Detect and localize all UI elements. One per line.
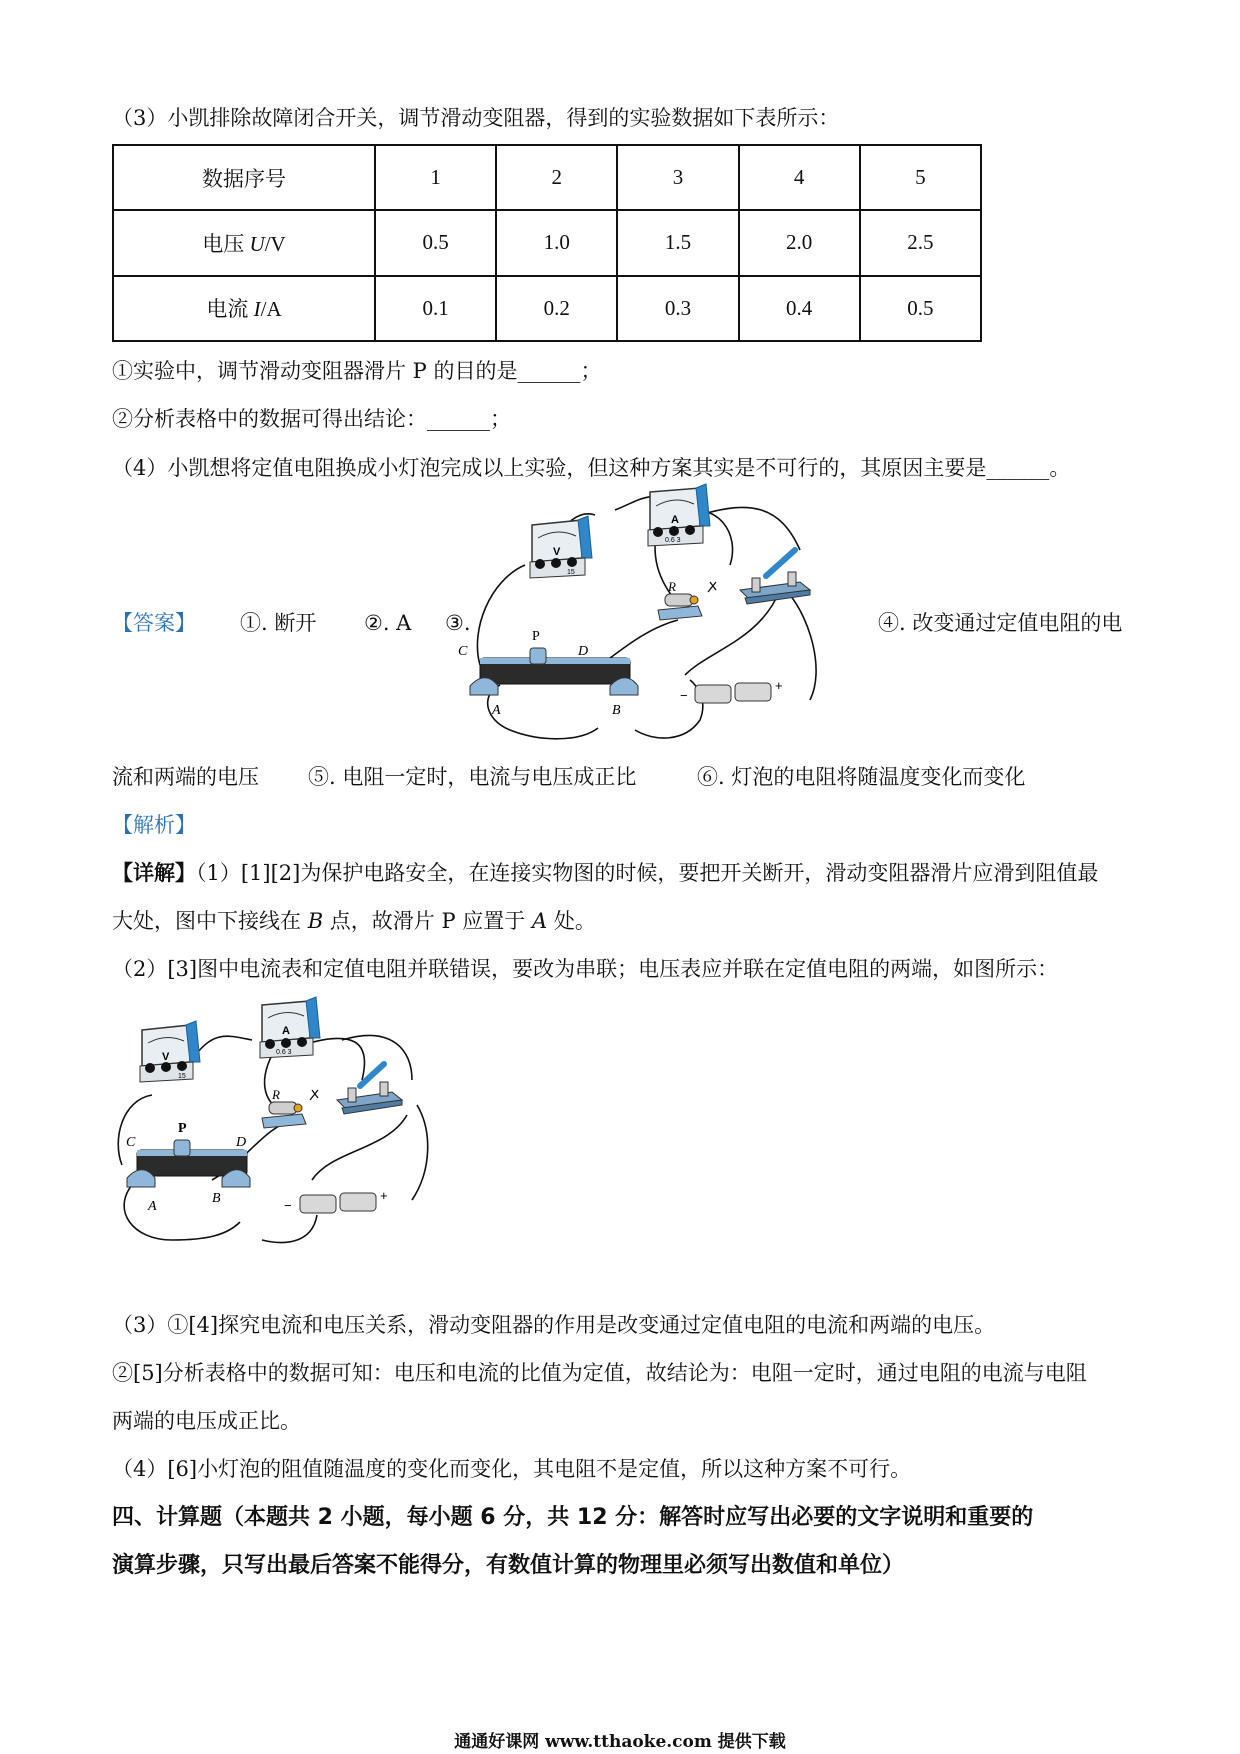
point-a: A (531, 909, 548, 933)
svg-text:D: D (236, 1135, 247, 1150)
answer-3: ③. (445, 611, 471, 635)
svg-text:R: R (668, 579, 676, 594)
svg-text:15: 15 (567, 569, 575, 576)
detail-p1b (112, 907, 596, 935)
answer-5: ⑤. 电阻一定时，电流与电压成正比 (308, 765, 637, 789)
table-cell: 数据序号 (113, 145, 375, 210)
svg-text:C: C (126, 1135, 136, 1150)
svg-text:V: V (553, 546, 561, 558)
q3-part1: ①实验中，调节滑动变阻器滑片 P 的目的是______； (112, 359, 602, 383)
svg-text:D: D (578, 644, 589, 659)
answer-tag: 【答案】 (112, 611, 196, 635)
table-row (113, 210, 981, 275)
q3-part2: ②分析表格中的数据可得出结论：______； (112, 407, 511, 431)
svg-text:B: B (212, 1191, 221, 1206)
detail-p4a: ②[5]分析表格中的数据可知：电压和电流的比值为定值，故结论为：电阻一定时，通过电阻的电流与电阻 (112, 1361, 1087, 1385)
battery-icon (284, 1188, 388, 1213)
q3-intro: （3）小凯排除故障闭合开关，调节滑动变阻器，得到的实验数据如下表所示： (112, 106, 840, 130)
ammeter-icon (260, 997, 320, 1058)
svg-text:A: A (492, 703, 501, 718)
table-cell: 0.4 (739, 276, 860, 341)
detail-tag: 【详解】 (112, 861, 196, 885)
svg-text:P: P (178, 1121, 187, 1136)
svg-text:−: − (680, 688, 688, 703)
svg-text:0.6 3: 0.6 3 (276, 1049, 292, 1056)
table-cell: 2.0 (739, 210, 860, 275)
ammeter-icon (648, 484, 710, 546)
table-cell: 0.3 (617, 276, 738, 341)
detail-p3: （3）①[4]探究电流和电压关系，滑动变阻器的作用是改变通过定值电阻的电流和两端的电压。 (112, 1313, 996, 1337)
section-4-heading-line2: 演算步骤，只写出最后答案不能得分，有数值计算的物理里必须写出数值和单位） (112, 1553, 905, 1578)
page-footer: 通通好课网 www.tthaoke.com 提供下载 (454, 1732, 786, 1752)
svg-text:P: P (532, 629, 540, 644)
table-cell: 4 (739, 145, 860, 210)
resistor-icon (262, 1087, 306, 1128)
detail-p2: （2）[3]图中电流表和定值电阻并联错误，要改为串联；电压表应并联在定值电阻的两端，如图所示： (112, 957, 1059, 981)
text-span: 处。 (547, 909, 596, 933)
unit-suffix: /A (260, 297, 282, 322)
q4-question: （4）小凯想将定值电阻换成小灯泡完成以上实验，但这种方案其实是不可行的，其原因主要是______。 (112, 456, 1071, 480)
answer-4-end: 流和两端的电压 (112, 765, 259, 789)
answer-4-start: ④. 改变通过定值电阻的电 (878, 611, 1123, 635)
detail-p4b: 两端的电压成正比。 (112, 1409, 301, 1433)
svg-text:B: B (612, 703, 621, 718)
table-cell: 0.2 (496, 276, 617, 341)
detail-text: （1）[1][2]为保护电路安全，在连接实物图的时候，要把开关断开，滑动变阻器滑片应滑到阻值最 (196, 861, 1099, 885)
svg-text:A: A (282, 1025, 290, 1037)
table-cell: 0.5 (860, 276, 981, 341)
switch-icon (740, 550, 810, 604)
answer-1: ①. 断开 (240, 611, 317, 635)
table-cell: 5 (860, 145, 981, 210)
table-cell: 0.1 (375, 276, 496, 341)
table-cell (113, 276, 375, 341)
point-b: B (307, 909, 324, 933)
svg-text:A: A (148, 1199, 157, 1214)
rheostat-icon (458, 629, 638, 718)
answer-circuit-diagram (458, 480, 840, 750)
voltmeter-icon (140, 1021, 200, 1082)
table-cell: 2.5 (860, 210, 981, 275)
table-cell: 2 (496, 145, 617, 210)
table-cell (113, 210, 375, 275)
cross-mark-icon (708, 582, 716, 592)
svg-text:C: C (458, 644, 468, 659)
table-row (113, 145, 981, 210)
svg-text:0.6 3: 0.6 3 (665, 537, 681, 544)
svg-text:A: A (671, 514, 679, 526)
unit-symbol: U (249, 231, 265, 256)
switch-icon (337, 1064, 402, 1114)
table-cell: 3 (617, 145, 738, 210)
svg-text:−: − (284, 1198, 292, 1213)
analysis-tag: 【解析】 (112, 813, 196, 837)
svg-text:15: 15 (178, 1073, 186, 1080)
row-label: 电流 (206, 297, 254, 322)
table-row (113, 276, 981, 341)
answer-2: ②. A (364, 611, 412, 635)
table-cell: 0.5 (375, 210, 496, 275)
voltmeter-icon (530, 516, 592, 578)
explanation-circuit-diagram (112, 1000, 452, 1245)
text-span: 大处，图中下接线在 (112, 909, 308, 933)
svg-text:V: V (162, 1051, 170, 1063)
detail-p1a (112, 859, 1098, 887)
row-label: 电压 (202, 231, 250, 256)
unit-symbol: I (253, 297, 261, 322)
detail-p5: （4）[6]小灯泡的阻值随温度的变化而变化，其电阻不是定值，所以这种方案不可行。 (112, 1457, 912, 1481)
answer-6: ⑥. 灯泡的电阻将随温度变化而变化 (697, 765, 1026, 789)
table-cell: 1 (375, 145, 496, 210)
table-cell: 1.5 (617, 210, 738, 275)
unit-suffix: /V (264, 231, 286, 256)
rheostat-icon (126, 1121, 250, 1214)
svg-text:R: R (272, 1087, 280, 1102)
cross-mark-icon (310, 1090, 318, 1100)
battery-icon (680, 678, 783, 703)
svg-text:+: + (380, 1188, 388, 1203)
data-table (112, 144, 982, 342)
section-4-heading-line1: 四、计算题（本题共 2 小题，每小题 6 分，共 12 分：解答时应写出必要的文字说明和重要的 (112, 1505, 1034, 1530)
text-span: 点，故滑片 P 应置于 (323, 909, 532, 933)
svg-text:+: + (775, 678, 783, 693)
table-cell: 1.0 (496, 210, 617, 275)
